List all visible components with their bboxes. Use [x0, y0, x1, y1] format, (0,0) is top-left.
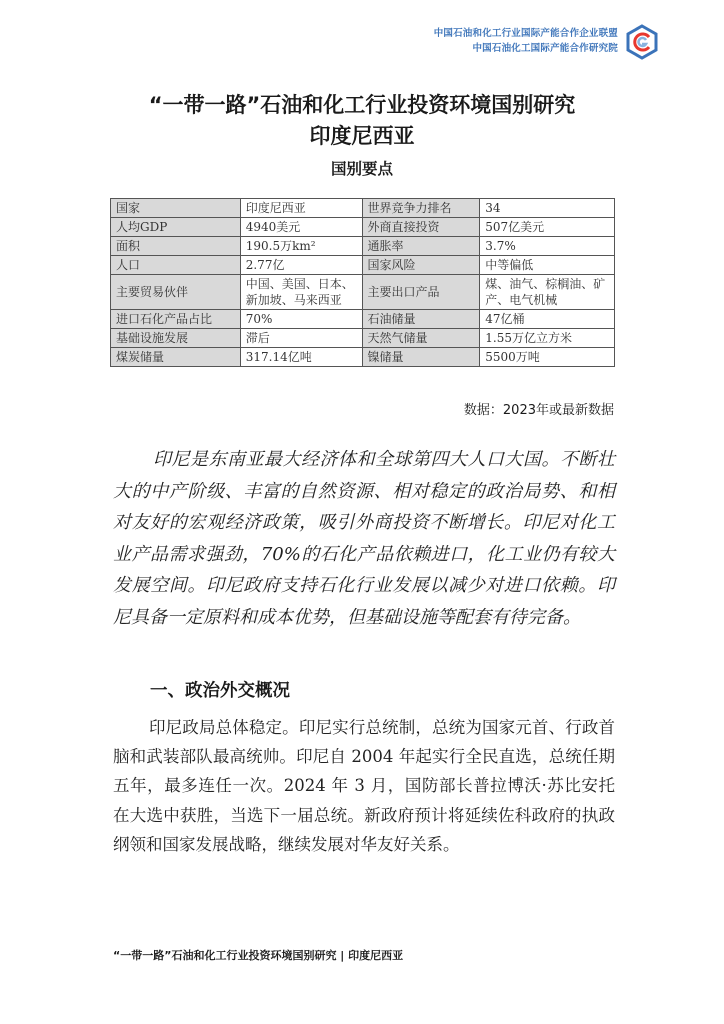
- intro-paragraph: 印尼是东南亚最大经济体和全球第四大人口大国。不断壮大的中产阶级、丰富的自然资源、相对稳定的政治局势、和相对友好的宏观经济政策，吸引外商投资不断增长。印尼对化工业产品需求强劲，70%的石化产品依赖进口，化工业仍有较大发展空间。印尼政府支持石化行业发展以减少对进口依赖。印尼具备一定原料和成本优势，但基础设施等配套有待完备。: [113, 449, 615, 628]
- header-org-line2: 中国石油化工国际产能合作研究院: [472, 43, 618, 54]
- table-label-cell: 外商直接投资: [362, 218, 480, 237]
- table-label-cell: 通胀率: [362, 237, 480, 256]
- table-value-cell: 1.55万亿立方米: [480, 329, 615, 348]
- table-label-cell: 天然气储量: [362, 329, 480, 348]
- table-label-cell: 进口石化产品占比: [111, 310, 241, 329]
- table-row: [111, 218, 615, 237]
- table-value-cell: 4940美元: [240, 218, 362, 237]
- table-label-cell: 面积: [111, 237, 241, 256]
- section-heading-politics: 一、政治外交概况: [150, 681, 290, 701]
- report-title: “一带一路”石油和化工行业投资环境国别研究: [148, 93, 576, 117]
- table-value-cell: 47亿桶: [480, 310, 615, 329]
- table-row: [111, 348, 615, 367]
- table-row: [111, 329, 615, 348]
- table-value-cell: 2.77亿: [240, 256, 362, 275]
- table-label-cell: 主要贸易伙伴: [111, 275, 241, 310]
- header-org-line1: 中国石油和化工行业国际产能合作企业联盟: [433, 28, 618, 39]
- page-header: [434, 26, 618, 56]
- table-label-cell: 世界竞争力排名: [362, 199, 480, 218]
- table-label-cell: 石油储量: [362, 310, 480, 329]
- table-row: [111, 310, 615, 329]
- table-value-cell: 317.14亿吨: [240, 348, 362, 367]
- table-value-cell: 滞后: [240, 329, 362, 348]
- table-value-cell: 中国、美国、日本、新加坡、马来西亚: [240, 275, 362, 310]
- key-points-heading: 国别要点: [330, 160, 393, 178]
- table-value-cell: 34: [480, 199, 615, 218]
- data-source-note: 数据：2023年或最新数据: [463, 403, 614, 418]
- politics-paragraph: 印尼政局总体稳定。印尼实行总统制，总统为国家元首、行政首脑和武装部队最高统帅。印尼自 2004 年起实行全民直选，总统任期五年，最多连任一次。2024 年 3 月，国防部长普拉博沃·苏比安托在大选中获胜，当选下一届总统。新政府预计将延续佐科政府的执政纲领和国家发展战略，继续发展对华友好关系。: [113, 718, 615, 854]
- table-value-cell: 中等偏低: [480, 256, 615, 275]
- table-row: [111, 199, 615, 218]
- table-label-cell: 国家: [111, 199, 241, 218]
- table-label-cell: 镍储量: [362, 348, 480, 367]
- table-label-cell: 主要出口产品: [362, 275, 480, 310]
- table-row: [111, 256, 615, 275]
- table-label-cell: 人均GDP: [111, 218, 241, 237]
- table-value-cell: 印度尼西亚: [240, 199, 362, 218]
- table-label-cell: 煤炭储量: [111, 348, 241, 367]
- table-value-cell: 70%: [240, 310, 362, 329]
- country-facts-table: [110, 198, 615, 367]
- table-value-cell: 5500万吨: [480, 348, 615, 367]
- table-label-cell: 基础设施发展: [111, 329, 241, 348]
- table-row: [111, 275, 615, 310]
- table-value-cell: 507亿美元: [480, 218, 615, 237]
- table-label-cell: 人口: [111, 256, 241, 275]
- table-row: [111, 237, 615, 256]
- table-value-cell: 煤、油气、棕榈油、矿产、电气机械: [480, 275, 615, 310]
- table-label-cell: 国家风险: [362, 256, 480, 275]
- alliance-logo-icon: [624, 24, 660, 60]
- table-value-cell: 3.7%: [480, 237, 615, 256]
- table-value-cell: 190.5万km²: [240, 237, 362, 256]
- page-footer: “一带一路”石油和化工行业投资环境国别研究 | 印度尼西亚: [113, 949, 404, 962]
- country-subtitle: 印度尼西亚: [309, 124, 415, 148]
